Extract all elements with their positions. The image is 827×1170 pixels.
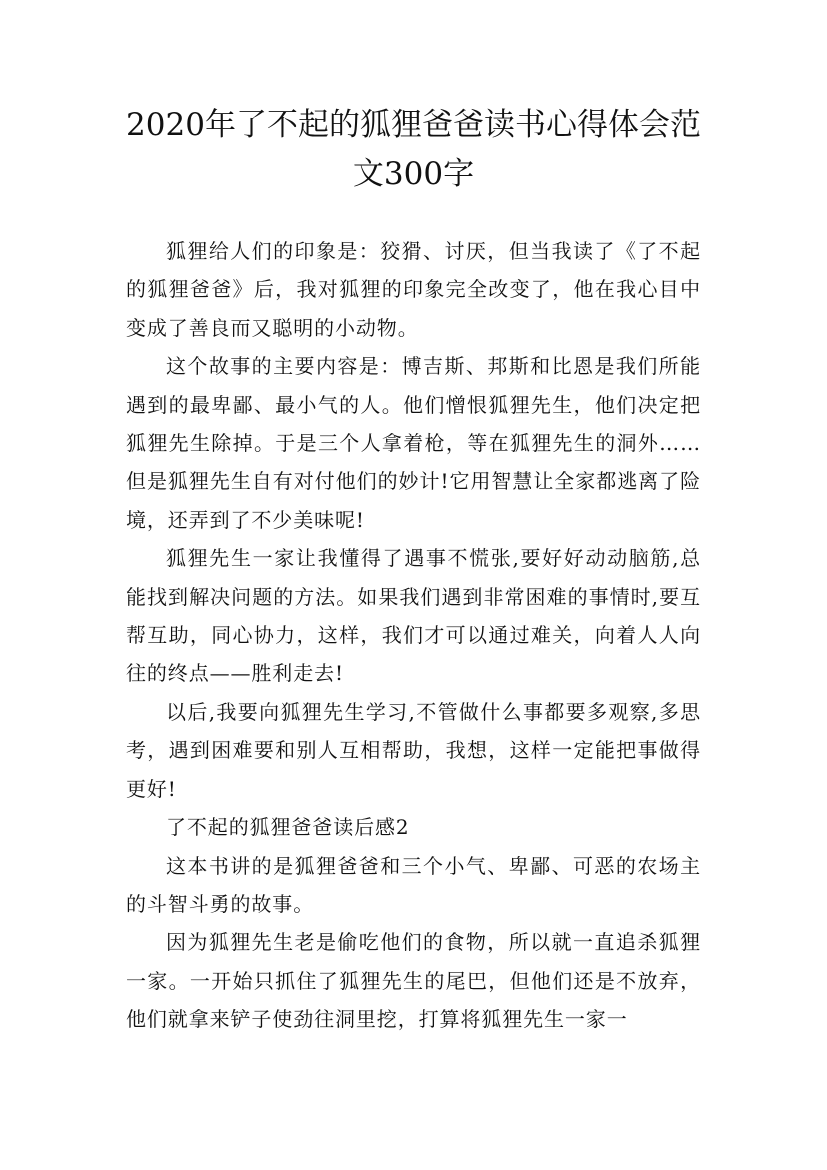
section-heading: 了不起的狐狸爸爸读后感2 bbox=[166, 815, 410, 840]
body-paragraph-3: 狐狸先生一家让我懂得了遇事不慌张,要好好动动脑筋,总能找到解决问题的方法。如果我们遇到非常困难的事情时,要互帮互助，同心协力，这样，我们才可以通过难关，向着人人向往的终点——胜利走去! bbox=[126, 546, 701, 686]
body-paragraph-6: 因为狐狸先生老是偷吃他们的食物，所以就一直追杀狐狸一家。一开始只抓住了狐狸先生的尾巴，但他们还是不放弃，他们就拿来铲子使劲往洞里挖，打算将狐狸先生一家一 bbox=[126, 930, 701, 1032]
title-line-2: 文300字 bbox=[352, 156, 475, 192]
document-body bbox=[126, 232, 701, 1039]
title-line-1: 2020年了不起的狐狸爸爸读书心得体会范 bbox=[126, 107, 701, 143]
body-paragraph-2: 这个故事的主要内容是：博吉斯、邦斯和比恩是我们所能遇到的最卑鄙、最小气的人。他们憎恨狐狸先生，他们决定把狐狸先生除掉。于是三个人拿着枪，等在狐狸先生的洞外……但是狐狸先生自有对付他们的妙计!它用智慧让全家都逃离了险境，还弄到了不少美味呢! bbox=[126, 354, 701, 532]
body-paragraph-1: 狐狸给人们的印象是：狡猾、讨厌，但当我读了《了不起的狐狸爸爸》后，我对狐狸的印象完全改变了，他在我心目中变成了善良而又聪明的小动物。 bbox=[126, 239, 701, 340]
body-paragraph-4: 以后,我要向狐狸先生学习,不管做什么事都要多观察,多思考，遇到困难要和别人互相帮助，我想，这样一定能把事做得更好! bbox=[126, 699, 701, 801]
body-paragraph-5: 这本书讲的是狐狸爸爸和三个小气、卑鄙、可恶的农场主的斗智斗勇的故事。 bbox=[126, 853, 701, 916]
document-title bbox=[110, 101, 717, 199]
